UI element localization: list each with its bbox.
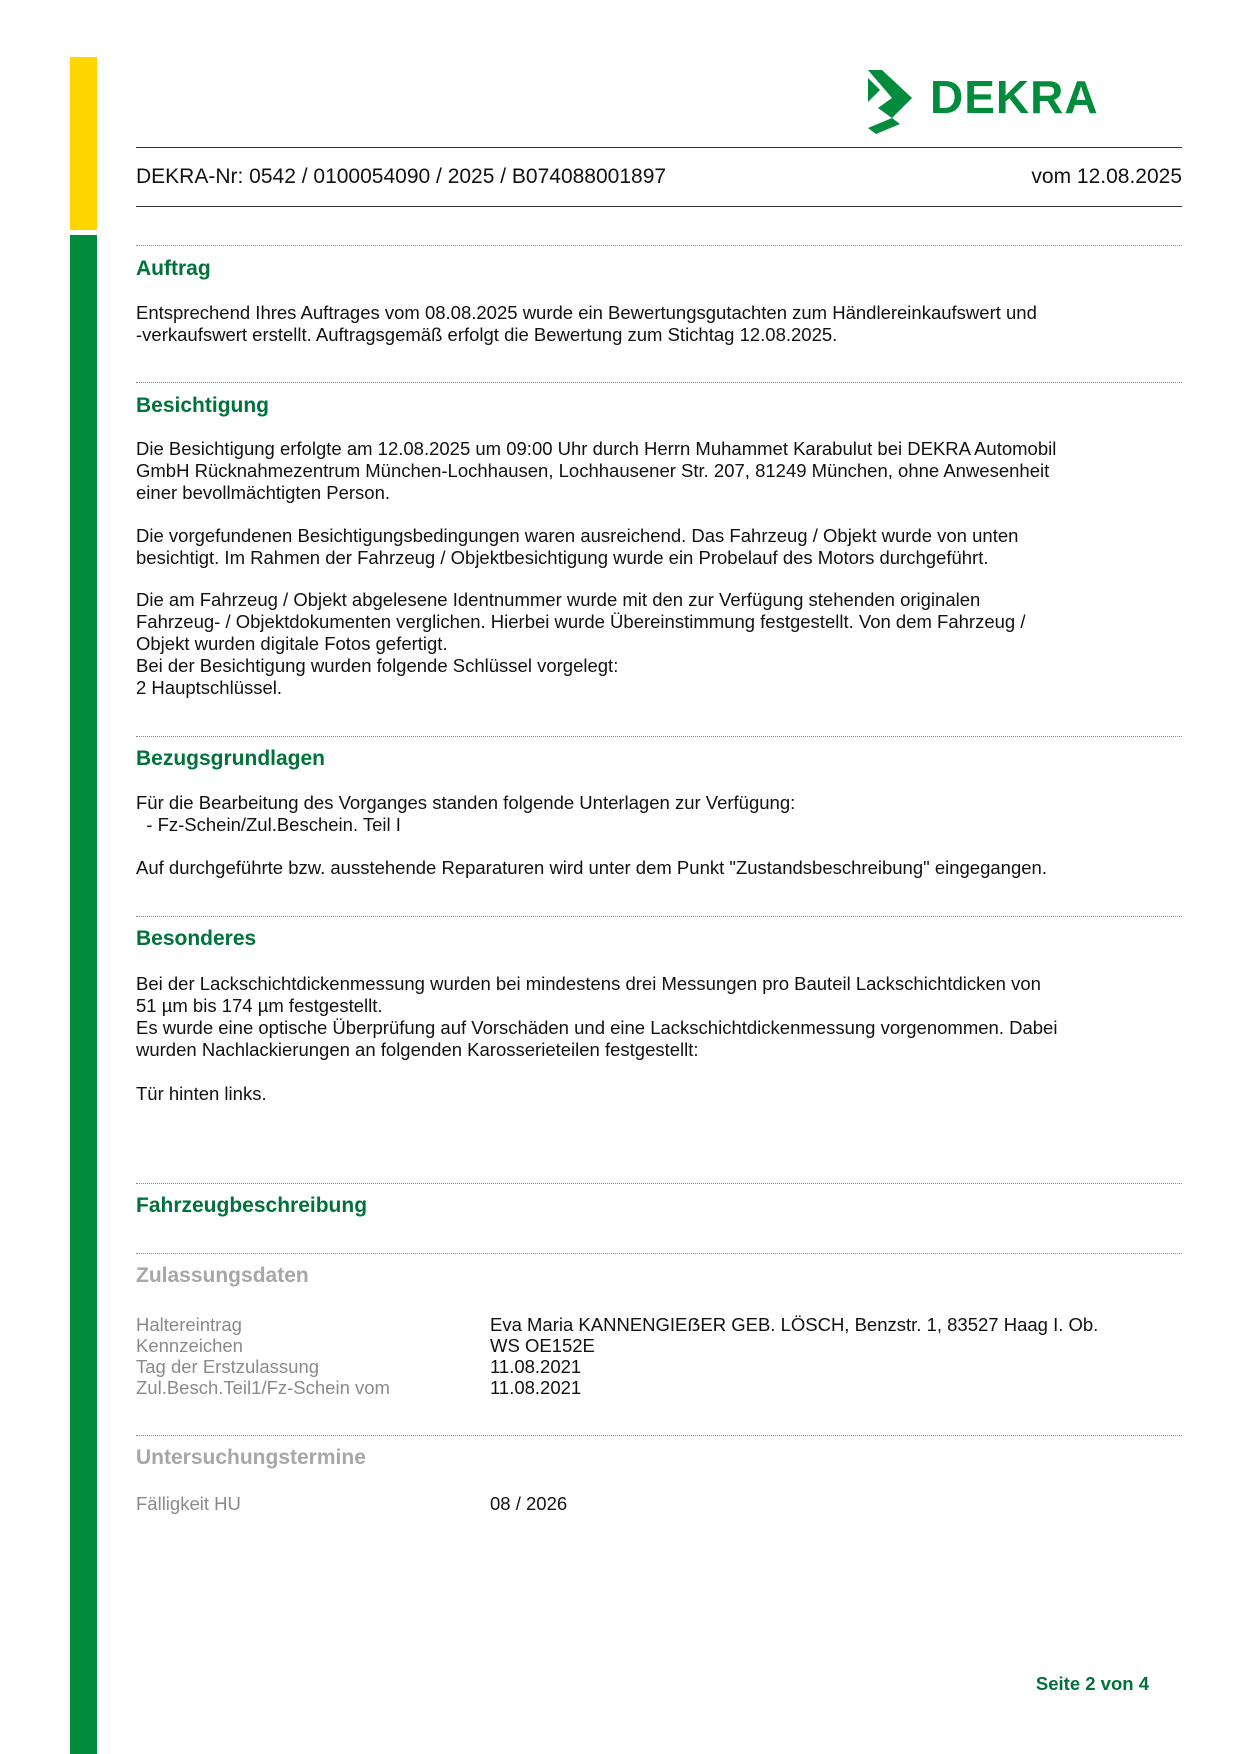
- report-date: vom 12.08.2025: [1031, 165, 1182, 188]
- text-line: Bei der Besichtigung wurden folgende Schlüssel vorgelegt:: [136, 655, 619, 676]
- text-line: GmbH Rücknahmezentrum München-Lochhausen, Lochhausener Str. 207, 81249 München, ohne Anwesenheit: [136, 460, 1050, 481]
- bezug-paragraph-1: [136, 792, 1196, 836]
- field-label: Haltereintrag: [136, 1314, 242, 1335]
- field-label: Zul.Besch.Teil1/Fz-Schein vom: [136, 1377, 390, 1398]
- text-line: wurden Nachlackierungen an folgenden Karosserieteilen festgestellt:: [136, 1039, 699, 1060]
- text-line: Auf durchgeführte bzw. ausstehende Reparaturen wird unter dem Punkt "Zustandsbeschreibung" eingegangen.: [136, 857, 1047, 878]
- dekra-logo-wordmark: DEKRA: [930, 71, 1099, 123]
- besonderes-paragraph-1: [136, 973, 1196, 1061]
- dekra-logo: [862, 68, 1099, 134]
- text-line: Entsprechend Ihres Auftrages vom 08.08.2025 wurde ein Bewertungsgutachten zum Händlereinkaufswert und: [136, 302, 1037, 323]
- text-line: 2 Hauptschlüssel.: [136, 677, 283, 698]
- text-line: -verkaufswert erstellt. Auftragsgemäß erfolgt die Bewertung zum Stichtag 12.08.2025.: [136, 324, 838, 345]
- section-title-bezugsgrundlagen: Bezugsgrundlagen: [136, 747, 326, 770]
- subsection-title-untersuchungstermine: Untersuchungstermine: [136, 1446, 366, 1469]
- field-label: Kennzeichen: [136, 1335, 243, 1356]
- field-label: Tag der Erstzulassung: [136, 1356, 320, 1377]
- field-label: Fälligkeit HU: [136, 1493, 241, 1514]
- header-rule-top: [136, 147, 1182, 148]
- section-divider: [136, 736, 1182, 737]
- field-value: WS OE152E: [490, 1335, 595, 1356]
- dekra-reference-number: DEKRA-Nr: 0542 / 0100054090 / 2025 / B074088001897: [136, 165, 667, 188]
- section-title-auftrag: Auftrag: [136, 257, 211, 280]
- besichtigung-paragraph-1: [136, 438, 1196, 504]
- text-line: Es wurde eine optische Überprüfung auf Vorschäden und eine Lackschichtdickenmessung vorgenommen. Dabei: [136, 1017, 1058, 1038]
- section-divider: [136, 245, 1182, 246]
- text-line: Die vorgefundenen Besichtigungsbedingungen waren ausreichend. Das Fahrzeug / Objekt wurde von unten: [136, 525, 1019, 546]
- bezug-paragraph-2: [136, 857, 1196, 879]
- text-line: Die Besichtigung erfolgte am 12.08.2025 um 09:00 Uhr durch Herrn Muhammet Karabulut bei DEKRA Automobil: [136, 438, 1057, 459]
- besonderes-paragraph-2: [136, 1083, 1196, 1105]
- subsection-divider: [136, 1435, 1182, 1436]
- field-value: 11.08.2021: [490, 1356, 582, 1377]
- text-line: einer bevollmächtigten Person.: [136, 482, 391, 503]
- text-line: 51 µm bis 174 µm festgestellt.: [136, 995, 383, 1016]
- section-title-fahrzeugbeschreibung: Fahrzeugbeschreibung: [136, 1194, 368, 1217]
- text-line: Objekt wurden digitale Fotos gefertigt.: [136, 633, 448, 654]
- field-value: 08 / 2026: [490, 1493, 568, 1514]
- besichtigung-paragraph-3: [136, 589, 1196, 699]
- section-divider: [136, 916, 1182, 917]
- brand-bar-yellow: [70, 57, 97, 230]
- header-rule-bottom: [136, 206, 1182, 207]
- text-line: Die am Fahrzeug / Objekt abgelesene Identnummer wurde mit den zur Verfügung stehenden originalen: [136, 589, 981, 610]
- text-line: Bei der Lackschichtdickenmessung wurden bei mindestens drei Messungen pro Bauteil Lackschichtdicken von: [136, 973, 1041, 994]
- section-title-besonderes: Besonderes: [136, 927, 257, 950]
- field-value: 11.08.2021: [490, 1377, 582, 1398]
- page-number: Seite 2 von 4: [1035, 1673, 1149, 1694]
- besichtigung-paragraph-2: [136, 525, 1196, 569]
- section-divider: [136, 1183, 1182, 1184]
- section-divider: [136, 382, 1182, 383]
- auftrag-text: [136, 302, 1196, 346]
- document-list-item: - Fz-Schein/Zul.Beschein. Teil I: [136, 814, 401, 835]
- section-title-besichtigung: Besichtigung: [136, 394, 270, 417]
- text-line: Für die Bearbeitung des Vorganges standen folgende Unterlagen zur Verfügung:: [136, 792, 796, 813]
- text-line: Fahrzeug- / Objektdokumenten verglichen. Hierbei wurde Übereinstimmung festgestellt. Von dem Fahrzeug /: [136, 611, 1026, 632]
- dekra-logo-icon: [862, 68, 922, 134]
- subsection-title-zulassungsdaten: Zulassungsdaten: [136, 1264, 309, 1287]
- subsection-divider: [136, 1253, 1182, 1254]
- brand-bar-green: [70, 235, 97, 1754]
- text-line: Tür hinten links.: [136, 1083, 267, 1104]
- text-line: besichtigt. Im Rahmen der Fahrzeug / Objektbesichtigung wurde ein Probelauf des Motors durchgeführt.: [136, 547, 989, 568]
- field-value: Eva Maria KANNENGIEẞER GEB. LÖSCH, Benzstr. 1, 83527 Haag I. Ob.: [490, 1314, 1099, 1335]
